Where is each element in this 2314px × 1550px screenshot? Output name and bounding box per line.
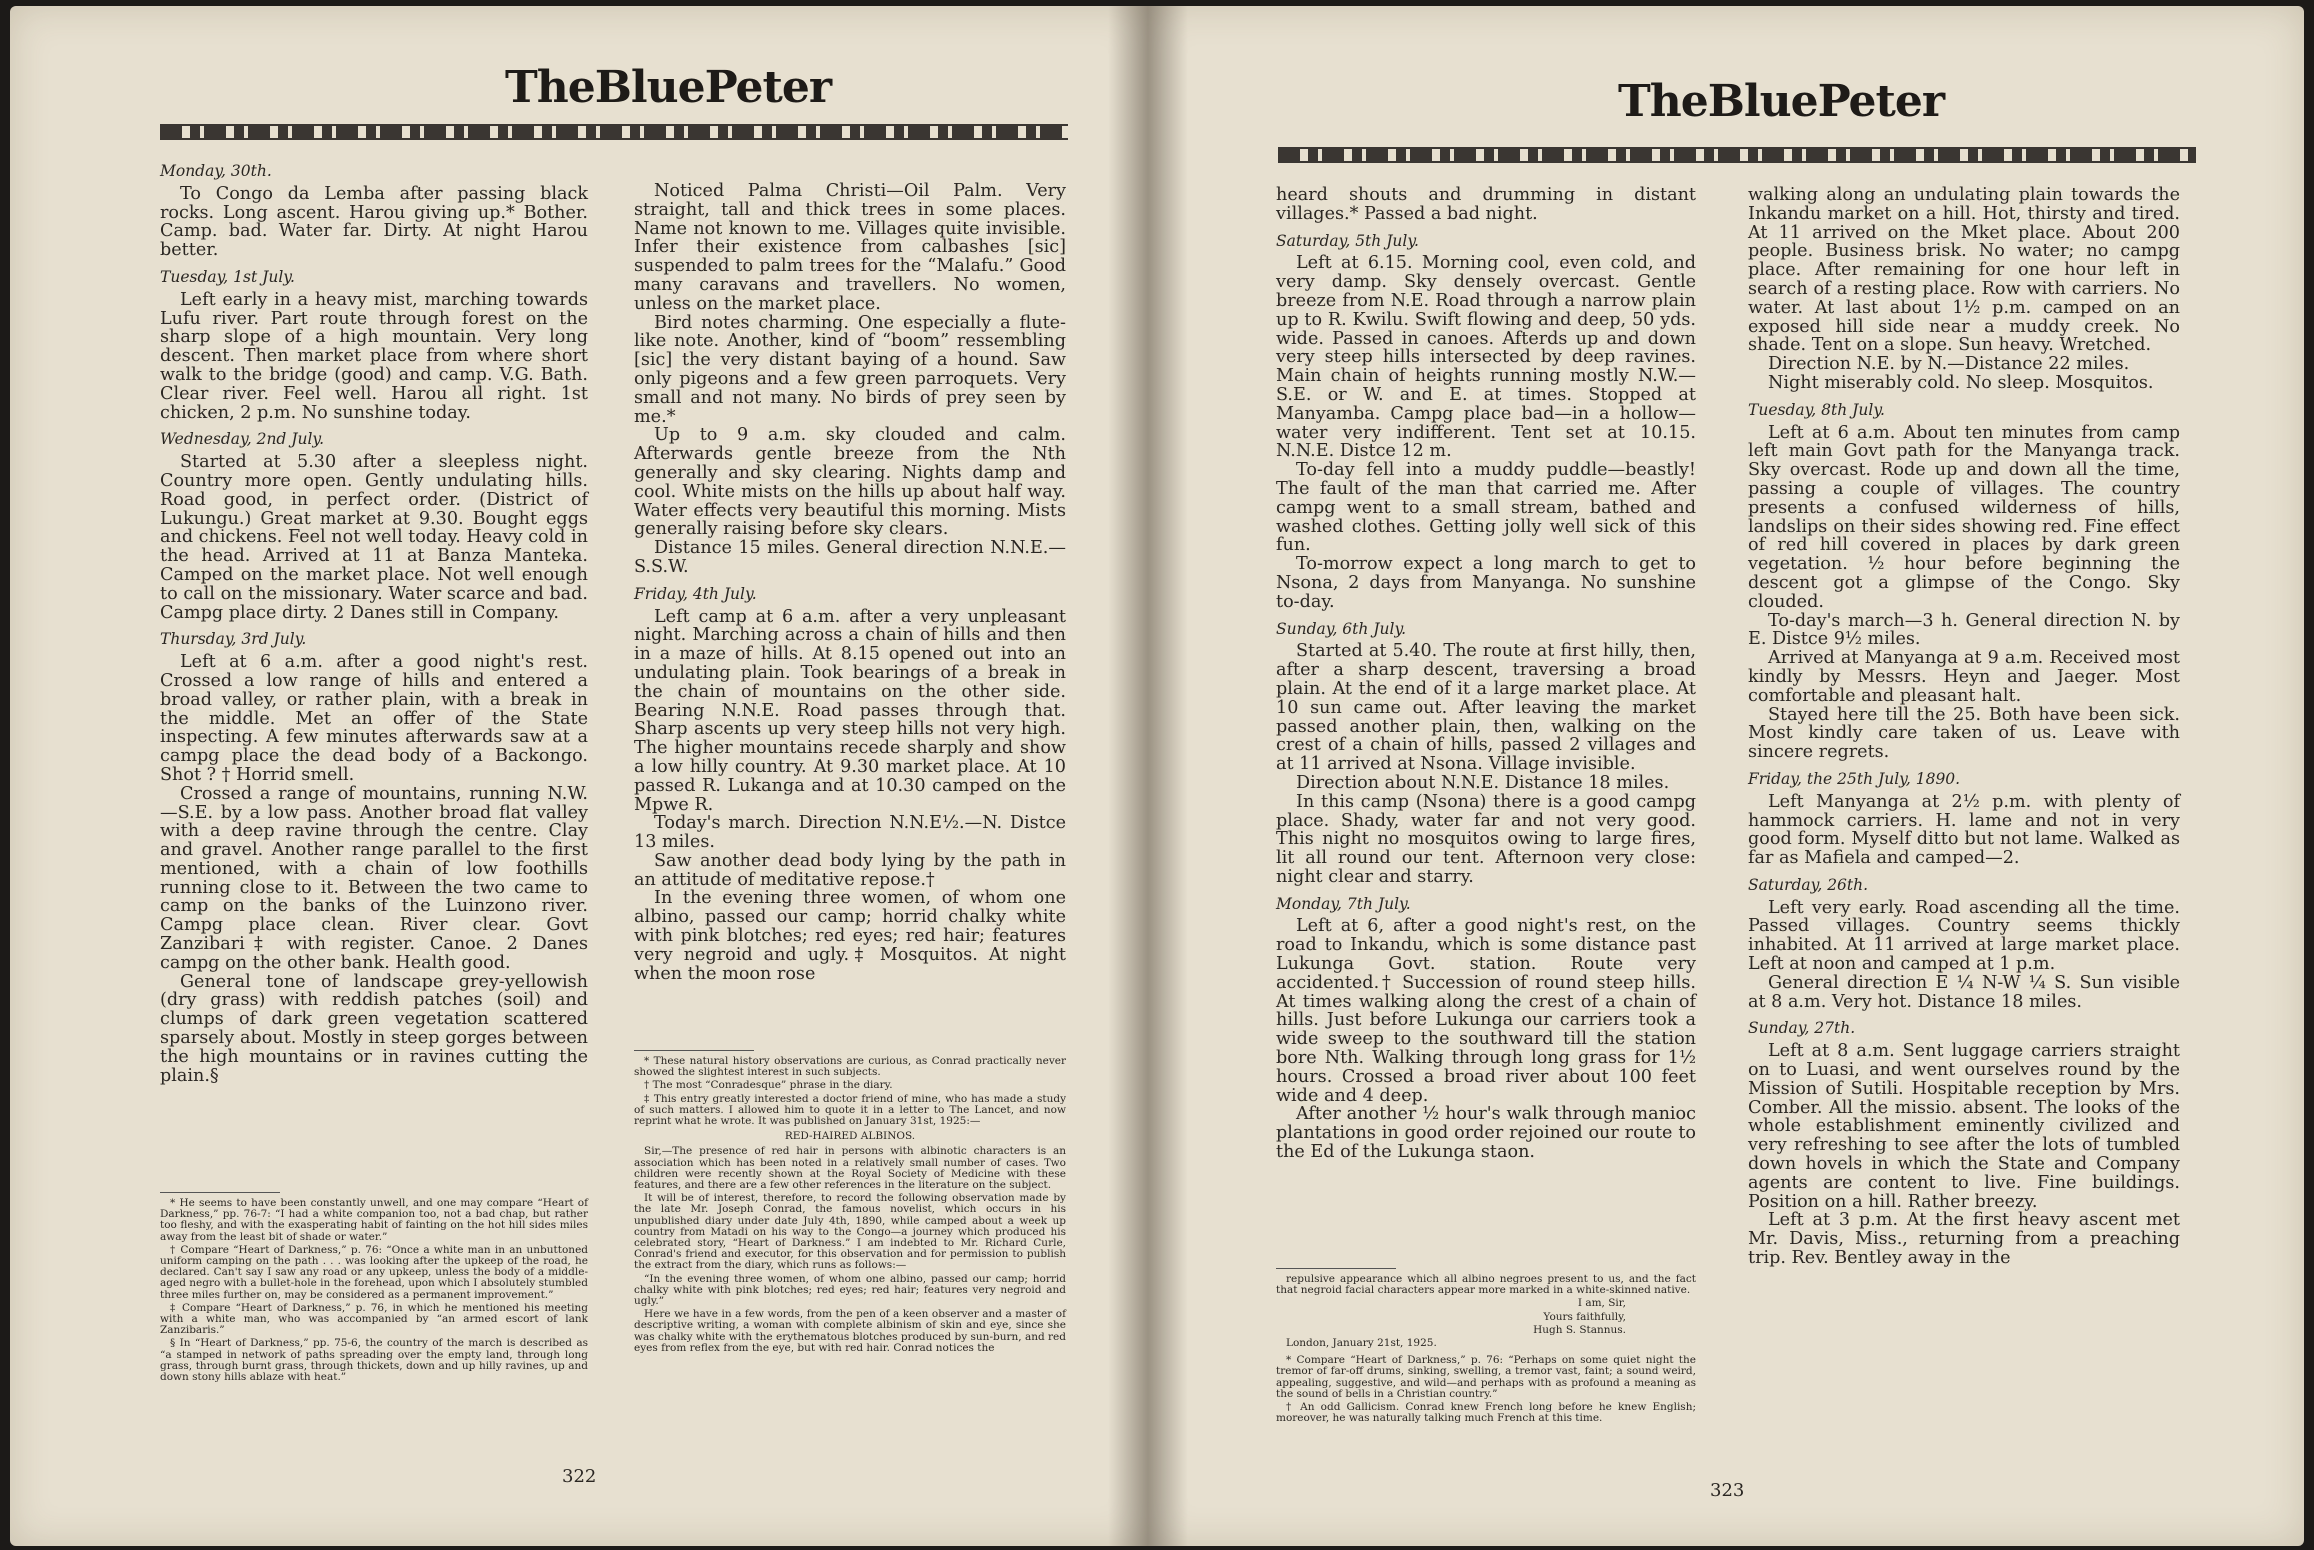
left-column-2	[634, 182, 1066, 983]
letter-signoff: Hugh S. Stannus.	[1533, 1323, 1626, 1336]
diary-date: Friday, the 25th July, 1890.	[1748, 769, 1961, 788]
gutter-shadow	[1148, 6, 1188, 1546]
diary-paragraph: Left at 6 a.m. after a good night's rest. Crossed a low range of hills and entered a broad valley, or rather plain, with a break in the middle. Met an offer of the State inspecting. A few minutes afterwards saw at a campg place the dead body of a Backongo. Shot ? † Horrid smell.	[160, 652, 588, 785]
diary-paragraph: Arrived at Manyanga at 9 a.m. Received most kindly by Messrs. Heyn and Jaeger. Most comfortable and pleasant halt.	[1748, 648, 2180, 706]
diary-date: Tuesday, 1st July.	[160, 267, 295, 286]
diary-paragraph: Noticed Palma Christi—Oil Palm. Very straight, tall and thick trees in some places. Name not known to me. Villages quite invisible. Infer their existence from calbashes [sic] suspended to palm trees for the “Malafu.” Good many caravans and travellers. No women, unless on the market place.	[634, 181, 1066, 314]
diary-paragraph: Up to 9 a.m. sky clouded and calm. Afterwards gentle breeze from the Nth generally and sky clearing. Nights damp and cool. White mists on the hills up about half way. Water effects very beautiful this morning. Mists generally raising before sky clears.	[634, 425, 1066, 540]
diary-paragraph: Today's march. Direction N.N.E½.—N. Distce 13 miles.	[634, 813, 1066, 853]
diary-paragraph: walking along an undulating plain towards the Inkandu market on a hill. Hot, thirsty and tired. At 11 arrived on the Mket place. About 200 people. Business brisk. No water; no campg place. After remaining for one hour left in search of a resting place. Row with carriers. No water. At last about 1½ p.m. camped on an exposed hill side near a muddy creek. No shade. Tent on a slope. Sun heavy. Wretched.	[1748, 185, 2180, 356]
decorative-rule	[160, 124, 1068, 140]
letter-paragraph: repulsive appearance which all albino negroes present to us, and the fact that negroid facial characters appear more marked in a white-skinned native.	[1276, 1273, 1696, 1297]
diary-date: Sunday, 6th July.	[1276, 619, 1407, 638]
diary-paragraph: To Congo da Lemba after passing black rocks. Long ascent. Harou giving up.* Bother. Camp. bad. Water far. Dirty. At night Harou better.	[160, 183, 588, 261]
diary-paragraph: Left early in a heavy mist, marching towards Lufu river. Part route through forest on the sharp slope of a high mountain. Very long descent. Then market place from where short walk to the bridge (good) and camp. V.G. Bath. Clear river. Feel well. Harou all right. 1st chicken, 2 p.m. No sunshine today.	[160, 289, 588, 423]
diary-paragraph: Saw another dead body lying by the path in an attitude of meditative repose.†	[634, 850, 1066, 890]
diary-date: Friday, 4th July.	[634, 584, 757, 603]
diary-paragraph: To-day's march—3 h. General direction N. by E. Distce 9½ miles.	[1748, 610, 2180, 650]
footnote-separator	[160, 1192, 280, 1193]
footnote-separator	[634, 1050, 754, 1051]
diary-paragraph: Direction N.E. by N.—Distance 22 miles.	[1768, 354, 2130, 375]
left-page	[10, 6, 1148, 1546]
letter-paragraph: “In the evening three women, of whom one albino, passed our camp; horrid chalky white with pink blotches; red eyes; red hair; features very negroid and ugly.”	[634, 1272, 1066, 1308]
diary-paragraph: Left camp at 6 a.m. after a very unpleasant night. Marching across a chain of hills and then in a maze of hills. At 8.15 opened out into an undulating plain. Took bearings of a break in the chain of mountains on the other side. Bearing N.N.E. Road passes through that. Sharp ascents up very steep hills not very high. The higher mountains recede sharply and show a low hilly country. At 9.30 market place. At 10 passed R. Lukanga and at 10.30 camped on the Mpwe R.	[634, 606, 1066, 815]
diary-date: Wednesday, 2nd July.	[160, 430, 325, 449]
diary-date: Monday, 7th July.	[1276, 894, 1411, 913]
diary-paragraph: Direction about N.N.E. Distance 18 miles.	[1296, 772, 1670, 793]
page-number-right: 323	[1710, 1480, 1745, 1501]
diary-paragraph: Left at 6 a.m. About ten minutes from camp left main Govt path for the Manyanga track. Sky overcast. Rode up and down all the time, passing a couple of villages. The country presents a confused wilderness of hills, landslips on their sides showing red. Fine effect of red hill covered in places by dark green vegetation. ½ hour before beginning the descent got a glimpse of the Congo. Sky clouded.	[1748, 422, 2180, 612]
footnote: † An odd Gallicism. Conrad knew French long before he knew English; moreover, he was naturally talking much French at this time.	[1276, 1401, 1696, 1425]
diary-paragraph: Started at 5.40. The route at first hilly, then, after a sharp descent, traversing a broad plain. At the end of it a large market place. At 10 sun came out. After leaving the market passed another plain, then, walking on the crest of a chain of hills, passed 2 villages and at 11 arrived at Nsona. Village invisible.	[1276, 641, 1696, 775]
diary-date: Thursday, 3rd July.	[160, 630, 307, 649]
left-column-2-footnotes	[634, 1050, 1066, 1356]
diary-paragraph: General direction E ¼ N-W ¼ S. Sun visible at 8 a.m. Very hot. Distance 18 miles.	[1748, 972, 2180, 1012]
diary-paragraph: General tone of landscape grey-yellowish (dry grass) with reddish patches (soil) and clumps of dark green vegetation scattered sparsely about. Mostly in steep gorges between the high mountains or in ravines cutting the plain.§	[160, 971, 588, 1086]
footnote: * He seems to have been constantly unwell, and one may compare “Heart of Darkness,” pp. 76-7: “I had a white companion too, not a bad chap, but rather too fleshy, and with the exasperating habit of fainting on the hot hill sides miles away from the least bit of shade or water.”	[160, 1197, 588, 1243]
diary-paragraph: After another ½ hour's walk through manioc plantations in good order rejoined our route to the Ed of the Lukunga staon.	[1276, 1104, 1696, 1163]
letter-paragraph: It will be of interest, therefore, to record the following observation made by the late Mr. Joseph Conrad, the famous novelist, which occurs in his unpublished diary under date July 4th, 1890, while camped about a week up country from Matadi on his way to the Congo—a journey which produced his celebrated story, “Heart of Darkness.” I am indebted to Mr. Richard Curle, Conrad's friend and executor, for this observation and for permission to publish the extract from the diary, which runs as follows:—	[634, 1192, 1066, 1272]
left-column-1-footnotes	[160, 1192, 588, 1385]
letter-paragraph: Here we have in a few words, from the pen of a keen observer and a master of descriptive writing, a woman with complete albinism of skin and eye, since she was chalky white with the erythematous blotches produced by sun-burn, and red eyes from reflex from the eye, but with red hair. Conrad notices the	[634, 1308, 1066, 1354]
letter-signoff: Yours faithfully,	[1543, 1310, 1626, 1323]
right-column-2	[1748, 186, 2180, 1268]
diary-paragraph: Left at 3 p.m. At the first heavy ascent met Mr. Davis, Miss., returning from a preaching trip. Rev. Bentley away in the	[1748, 1210, 2180, 1269]
diary-date: Sunday, 27th.	[1748, 1019, 1856, 1038]
diary-paragraph: To-day fell into a muddy puddle—beastly! The fault of the man that carried me. After campg went to a small stream, bathed and washed clothes. Getting jolly well sick of this fun.	[1276, 460, 1696, 556]
diary-paragraph: In this camp (Nsona) there is a good campg place. Shady, water far and not very good. This night no mosquitos owing to large fires, lit all round our tent. Afternoon very close: night clear and starry.	[1276, 791, 1696, 887]
diary-paragraph: To-morrow expect a long march to get to Nsona, 2 days from Manyanga. No sunshine to-day.	[1276, 554, 1696, 612]
decorative-rule	[1278, 147, 2196, 163]
letter-signoff: I am, Sir,	[1577, 1297, 1626, 1310]
diary-paragraph: Stayed here till the 25. Both have been sick. Most kindly care taken of us. Leave with sincere regrets.	[1748, 704, 2180, 763]
letter-paragraph: Sir,—The presence of red hair in persons with albinotic characters is an association which has been noted in a relatively small number of cases. Two children were recently shown at the Royal Society of Medicine with these features, and there are a few other references in the literature on the subject.	[634, 1145, 1066, 1192]
diary-paragraph: Crossed a range of mountains, running N.W.—S.E. by a low pass. Another broad flat valley with a deep ravine through the centre. Clay and gravel. Another range parallel to the first mentioned, with a chain of low foothills running close to it. Between the two came to camp on the banks of the Luinzono river. Campg place clean. River clear. Govt Zanzibari‡ with register. Canoe. 2 Danes campg on the other bank. Health good.	[160, 783, 588, 973]
right-column-1	[1276, 186, 1696, 1162]
diary-paragraph: Left Manyanga at 2½ p.m. with plenty of hammock carriers. H. lame and not in very good form. Myself ditto but not lame. Walked as far as Mafiela and camped—2.	[1748, 791, 2180, 869]
diary-date: Monday, 30th.	[160, 162, 272, 180]
diary-date: Tuesday, 8th July.	[1748, 400, 1885, 419]
footnote-separator	[1276, 1268, 1396, 1269]
letter-place-date: London, January 21st, 1925.	[1286, 1337, 1437, 1350]
letter-heading: RED-HAIRED ALBINOS.	[784, 1130, 916, 1143]
footnote: § In “Heart of Darkness,” pp. 75-6, the country of the march is described as “a stamped in network of paths spreading over the empty land, through long grass, through burnt grass, through thickets, down and up hilly ravines, up and down stony hills ablaze with heat.”	[160, 1337, 588, 1384]
gutter-shadow	[1108, 6, 1148, 1546]
diary-paragraph: Night miserably cold. No sleep. Mosquitos.	[1768, 372, 2154, 393]
diary-paragraph: Bird notes charming. One especially a flute-like note. Another, kind of “boom” ressembling [sic] the very distant baying of a hound. Saw only pigeons and a few green parroquets. Very small and not many. No birds of prey seen by me.*	[634, 312, 1066, 427]
masthead-right: TheBluePeter	[1618, 76, 1945, 127]
diary-paragraph: Distance 15 miles. General direction N.N.E.—S.S.W.	[634, 538, 1066, 577]
diary-paragraph: In the evening three women, of whom one albino, passed our camp; horrid chalky white with pink blotches; red eyes; red hair; features very negroid and ugly.‡ Mosquitos. At night when the moon rose	[634, 888, 1066, 984]
diary-paragraph: Left at 6, after a good night's rest, on the road to Inkandu, which is some distance past Lukunga Govt. station. Route very accidented.† Succession of round steep hills. At times walking along the crest of a chain of hills. Just before Lukunga our carriers took a wide sweep to the southward till the station bore Nth. Walking through long grass for 1½ hours. Crossed a broad river about 100 feet wide and 4 deep.	[1276, 916, 1696, 1106]
right-page	[1148, 6, 2304, 1546]
diary-paragraph: Left very early. Road ascending all the time. Passed villages. Country seems thickly inhabited. At 11 arrived at large market place. Left at noon and camped at 1 p.m.	[1748, 897, 2180, 975]
diary-paragraph: Left at 6.15. Morning cool, even cold, and very damp. Sky densely overcast. Gentle breeze from N.E. Road through a narrow plain up to R. Kwilu. Swift flowing and deep, 50 yds. wide. Passed in canoes. Afterds up and down very steep hills intersected by deep ravines. Main chain of heights running mostly N.W.—S.E. or W. and E. at times. Stopped at Manyamba. Campg place bad—in a hollow—water very indifferent. Tent set at 10.15. N.N.E. Distce 12 m.	[1276, 253, 1696, 462]
diary-paragraph: Left at 8 a.m. Sent luggage carriers straight on to Luasi, and went ourselves round by the Mission of Sutili. Hospitable reception by Mrs. Comber. All the missio. absent. The looks of the whole establishment eminently civilized and very refreshing to see after the lots of tumbled down hovels in which the State and Company agents are content to live. Fine buildings. Position on a hill. Rather breezy.	[1748, 1041, 2180, 1212]
footnote: † Compare “Heart of Darkness,” p. 76: “Once a white man in an unbuttoned uniform camping on the path . . . was looking after the upkeep of the road, he declared. Can't say I saw any road or any upkeep, unless the body of a middle-aged negro with a bullet-hole in the forehead, upon which I absolutely stumbled three miles further on, may be considered as a permanent improvement.”	[160, 1243, 588, 1301]
footnote: ‡ This entry greatly interested a doctor friend of mine, who has made a study of such matters. I allowed him to quote it in a letter to The Lancet, and now reprint what he wrote. It was published on January 31st, 1925:—	[634, 1092, 1066, 1128]
footnote: ‡ Compare “Heart of Darkness,” p. 76, in which he mentioned his meeting with a white man, who was accompanied by “an armed escort of lank Zanzibaris.”	[160, 1301, 588, 1337]
right-column-1-footnotes	[1276, 1268, 1696, 1426]
diary-paragraph: Started at 5.30 after a sleepless night. Country more open. Gently undulating hills. Road good, in perfect order. (District of Lukungu.) Great market at 9.30. Bought eggs and chickens. Feel not well today. Heavy cold in the head. Arrived at 11 at Banza Manteka. Camped on the market place. Not well enough to call on the missionary. Water scarce and bad. Campg place dirty. 2 Danes still in Company.	[160, 452, 588, 623]
footnote: * Compare “Heart of Darkness,” p. 76: “Perhaps on some quiet night the tremor of far-off drums, sinking, swelling, a tremor vast, faint; a sound weird, appealing, suggestive, and wild—and perhaps with as profound a meaning as the sound of bells in a Christian country.”	[1276, 1354, 1696, 1400]
diary-paragraph: heard shouts and drumming in distant villages.* Passed a bad night.	[1276, 185, 1696, 224]
footnote: † The most “Conradesque” phrase in the diary.	[644, 1079, 893, 1092]
diary-date: Saturday, 26th.	[1748, 875, 1869, 894]
page-number-left: 322	[562, 1466, 597, 1487]
masthead-left: TheBluePeter	[505, 62, 832, 113]
diary-date: Saturday, 5th July.	[1276, 231, 1419, 250]
footnote: * These natural history observations are curious, as Conrad practically never showed the slightest interest in such subjects.	[634, 1055, 1066, 1079]
left-column-1	[160, 162, 588, 1085]
